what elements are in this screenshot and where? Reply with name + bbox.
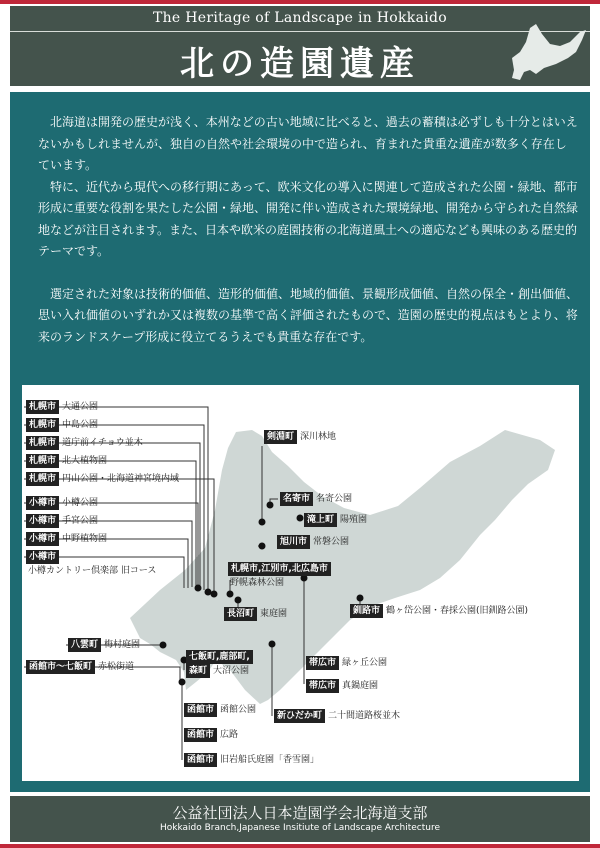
site-label: 函館市 広路: [184, 728, 238, 742]
site-label: 滝上町 陽殖園: [304, 513, 367, 527]
site-label: 札幌市 道庁前イチョウ並木: [26, 436, 143, 450]
site-label: 小樽市 中野植物園: [26, 532, 107, 546]
site-label: 帯広市 真鍋庭園: [306, 679, 378, 693]
bottom-accent-line: [0, 844, 600, 848]
organization-name-en: Hokkaido Branch,Japanese Insitiute of Landscape Architecture: [159, 823, 441, 833]
site-label: 釧路市 鶴ヶ岱公園・春採公園(旧釧路公園): [350, 604, 528, 618]
site-marker-icon: [160, 642, 167, 649]
site-marker-icon: [205, 589, 212, 596]
site-label: 小樽市 手宮公園: [26, 514, 98, 528]
site-label: 名寄市 名寄公園: [280, 492, 352, 506]
intro-paragraph-1: 北海道は開発の歴史が浅く、本州などの古い地域に比べると、過去の蓄積は必ずしも十分とはいえないかもしれませんが、独自の自然や社会環境の中で造られ、育まれた貴重な遺産が数多く存在しています。: [38, 115, 578, 172]
site-marker-icon: [235, 597, 242, 604]
site-label: 帯広市 緑ヶ丘公園: [306, 656, 387, 670]
site-label: 長沼町 東庭園: [224, 607, 287, 621]
intro-paragraph-2: 特に、近代から現代への移行期にあって、欧米文化の導入に関連して造成された公園・緑地、都市形成に重要な役割を果たした公園・緑地、開発に伴い造成された環境緑地、開発から守られた自然緑地などが注目されます。また、日本や欧米の庭園技術の北海道風土への適応なども興味のある歴史的テーマです。: [38, 179, 579, 258]
site-label: 七飯町,鹿部町, 森町 大沼公園: [186, 650, 253, 678]
intro-paragraph-3: 選定された対象は技術的価値、造形的価値、地域的価値、景観形成価値、自然の保全・創出価値、思い入れ価値のいずれか又は複数の基準で高く評価されたもので、造園の歴史的視点はもとより、将来のランドスケープ形成に役立てるうえでも貴重な存在です。: [38, 286, 579, 344]
site-marker-icon: [357, 595, 364, 602]
page-title: 北の造園遺産: [180, 44, 420, 84]
site-label: 小樽市 小樽公園: [26, 496, 98, 510]
site-marker-icon: [195, 585, 202, 592]
site-label: 札幌市 中島公園: [26, 418, 98, 432]
site-marker-icon: [297, 515, 304, 522]
site-label: 剣淵町 深川林地: [264, 430, 336, 444]
site-label: 函館市〜七飯町 赤松街道: [26, 660, 134, 674]
site-label: 札幌市 円山公園・北海道神宮境内域: [26, 472, 179, 486]
site-label: 新ひだか町 二十間道路桜並木: [274, 709, 400, 723]
organization-name: 公益社団法人日本造園学会北海道支部: [172, 804, 428, 822]
site-label: 八雲町 梅村庭園: [68, 638, 140, 652]
site-marker-icon: [259, 543, 266, 550]
site-marker-icon: [179, 679, 186, 686]
site-marker-icon: [227, 591, 234, 598]
footer: [10, 796, 590, 842]
site-label: 小樽市 小樽カントリー倶楽部 旧コース: [28, 552, 157, 576]
site-marker-icon: [259, 519, 266, 526]
site-label: 札幌市 大通公園: [26, 400, 98, 414]
site-label: 札幌市 北大植物園: [26, 454, 107, 468]
site-label: 函館市 函館公園: [184, 703, 256, 717]
page-subtitle: The Heritage of Landscape in Hokkaido: [152, 10, 448, 26]
site-label: 旭川市 常磐公園: [277, 535, 349, 549]
site-marker-icon: [211, 591, 218, 598]
site-marker-icon: [267, 502, 274, 509]
site-marker-icon: [269, 641, 276, 648]
site-label: 札幌市,江別市,北広島市 野幌森林公園: [228, 562, 331, 590]
site-label: 函館市 旧岩船氏庭園「香雪園」: [184, 753, 319, 767]
